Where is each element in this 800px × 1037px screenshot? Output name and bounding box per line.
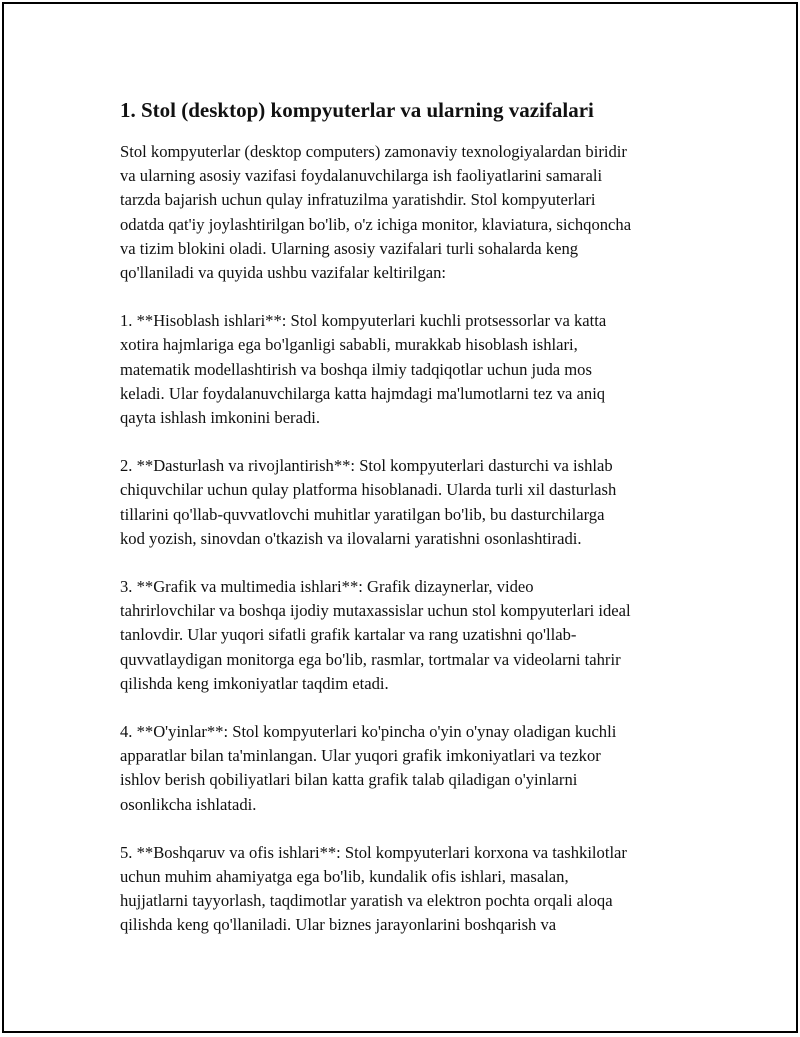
paragraph-programming: 2. **Dasturlash va rivojlantirish**: Stol kompyuterlari dasturchi va ishlab chiquvchilar uchun qulay platforma hisoblanadi. Ularda turli xil dasturlash tillarini qo'llab-quvvatlovchi muhitlar yaratilgan bo'lib, bu dasturchilarga kod yozish, sinovdan o'tkazish va ilovalarni yaratishni osonlashtiradi. xyxy=(120,456,617,548)
intro-paragraph: Stol kompyuterlar (desktop computers) zamonaviy texnologiyalardan biridir va ularning asosiy vazifasi foydalanuvchilarga ish faoliyatlarini samarali tarzda bajarish uchun qulay infratuzilma yaratishdir. Stol kompyuterlari odatda qat'iy joylashtirilgan bo'lib, o'z ichiga monitor, klaviatura, sichqoncha va tizim blokini oladi. Ularning asosiy vazifalari turli sohalarda keng qo'llaniladi va quyida ushbu vazifalar keltirilgan: xyxy=(120,142,632,283)
document-page xyxy=(2,2,798,1033)
document-title: 1. Stol (desktop) kompyuterlar va ularning vazifalari xyxy=(120,98,594,122)
paragraph-office: 5. **Boshqaruv va ofis ishlari**: Stol kompyuterlari korxona va tashkilotlar uchun muhim ahamiyatga ega bo'lib, kundalik ofis ishlari, masalan, hujjatlarni tayyorlash, taqdimotlar yaratish va elektron pochta orqali aloqa qilishda keng qo'llaniladi. Ular biznes jarayonlarini boshqarish va xyxy=(120,842,627,935)
paragraph-computation: 1. **Hisoblash ishlari**: Stol kompyuterlari kuchli protsessorlar va katta xotira hajmlariga ega bo'lganligi sababli, murakkab hisoblash ishlari, matematik modellashtirish va boshqa ilmiy tadqiqotlar uchun juda mos keladi. Ular foydalanuvchilarga katta hajmdagi ma'lumotlarni tez va aniq qayta ishlash imkonini beradi. xyxy=(120,311,607,428)
paragraph-graphics: 3. **Grafik va multimedia ishlari**: Grafik dizaynerlar, video tahrirlovchilar va boshqa ijodiy mutaxassislar uchun stol kompyuterlari ideal tanlovdir. Ular yuqori sifatli grafik kartalar va rang uzatishni qo'llab- quvvatlaydigan monitorga ega bo'lib, rasmlar, tortmalar va videolarni tahrir qilishda keng imkoniyatlar taqdim etadi. xyxy=(120,577,631,693)
document-body xyxy=(120,96,720,962)
paragraph-games: 4. **O'yinlar**: Stol kompyuterlari ko'pincha o'yin o'ynay oladigan kuchli apparatlar bilan ta'minlangan. Ular yuqori grafik imkoniyatlari va tezkor ishlov berish qobiliyatlari bilan katta grafik talab qiladigan o'yinlarni osonlikcha ishlatadi. xyxy=(120,722,617,814)
